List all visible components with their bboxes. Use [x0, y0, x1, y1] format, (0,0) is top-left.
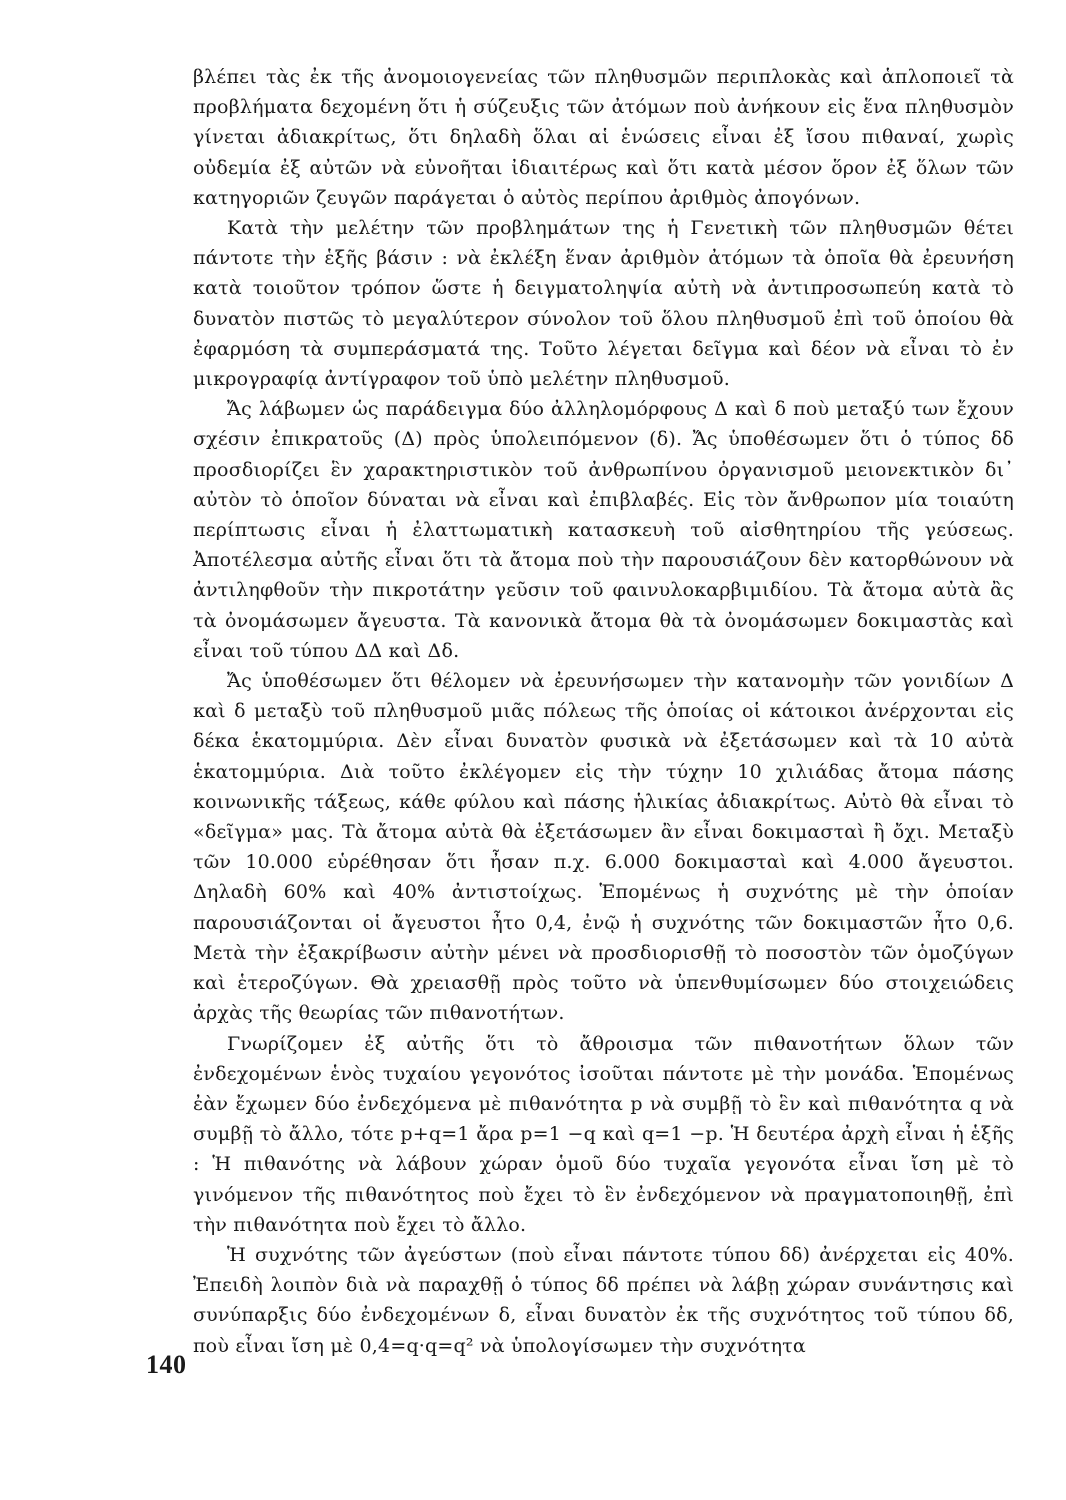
paragraph-genetics-sampling: Κατὰ τὴν μελέτην τῶν προβλημάτων της ἡ Γενετικὴ τῶν πληθυσμῶν θέτει πάντοτε τὴν ἑξῆς βάσιν : νὰ ἐκλέξη ἕναν ἀριθμὸν ἀτόμων τὰ ὁποῖα θὰ ἐρευνήση κατὰ τοιοῦτον τρόπον ὥστε ἡ δειγματοληψία αὐτὴ νὰ ἀντιπροσωπεύη κατὰ τὸ δυνατὸν πιστῶς τὸ μεγαλύτερον σύνολον τοῦ ὅλου πληθυσμοῦ ἐπὶ τοῦ ὁποίου θὰ ἐφαρμόση τὰ συμπεράσματά της. Τοῦτο λέγεται δεῖγμα καὶ δέον νὰ εἶναι τὸ ἐν μικρογραφίᾳ ἀντίγραφον τοῦ ὑπὸ μελέτην πληθυσμοῦ.	[193, 217, 1014, 391]
body-text	[193, 62, 1014, 1361]
paragraph-continuation: βλέπει τὰς ἐκ τῆς ἀνομοιογενείας τῶν πληθυσμῶν περιπλοκὰς καὶ ἁπλοποιεῖ τὰ προβλήματα δεχομένη ὅτι ἡ σύζευξις τῶν ἀτόμων ποὺ ἀνήκουν εἰς ἕνα πληθυσμὸν γίνεται ἀδιακρίτως, ὅτι δηλαδὴ ὅλαι αἱ ἑνώσεις εἶναι ἐξ ἴσου πιθαναί, χωρὶς οὐδεμία ἐξ αὐτῶν νὰ εὐνοῆται ἰδιαιτέρως καὶ ὅτι κατὰ μέσον ὅρον ἐξ ὅλων τῶν κατηγοριῶν ζευγῶν παράγεται ὁ αὐτὸς περίπου ἀριθμὸς ἀπογόνων.	[193, 66, 1014, 209]
page-number: 140	[146, 1350, 187, 1379]
paragraph-alleles-example: Ἄς λάβωμεν ὡς παράδειγμα δύο ἀλληλομόρφους Δ καὶ δ ποὺ μεταξύ των ἔχουν σχέσιν ἐπικρατοῦς (Δ) πρὸς ὑπολειπόμενον (δ). Ἄς ὑποθέσωμεν ὅτι ὁ τύπος δδ προσδιορίζει ἓν χαρακτηριστικὸν τοῦ ἀνθρωπίνου ὀργανισμοῦ μειονεκτικὸν δι᾽ αὐτὸν τὸ ὁποῖον δύναται νὰ εἶναι καὶ ἐπιβλαβές. Εἰς τὸν ἄνθρωπον μία τοιαύτη περίπτωσις εἶναι ἡ ἐλαττωματικὴ κατασκευὴ τοῦ αἰσθητηρίου τῆς γεύσεως. Ἀποτέλεσμα αὐτῆς εἶναι ὅτι τὰ ἄτομα ποὺ τὴν παρουσιάζουν δὲν κατορθώνουν νὰ ἀντιληφθοῦν τὴν πικροτάτην γεῦσιν τοῦ φαινυλοκαρβιμιδίου. Τὰ ἄτομα αὐτὰ ἂς τὰ ὀνομάσωμεν ἄγευστα. Τὰ κανονικὰ ἄτομα θὰ τὰ ὀνομάσωμεν δοκιμαστὰς καὶ εἶναι τοῦ τύπου ΔΔ καὶ Δδ.	[193, 398, 1014, 662]
paragraph-city-sample: Ἄς ὑποθέσωμεν ὅτι θέλομεν νὰ ἐρευνήσωμεν τὴν κατανομὴν τῶν γονιδίων Δ καὶ δ μεταξὺ τοῦ πληθυσμοῦ μιᾶς πόλεως τῆς ὁποίας οἱ κάτοικοι ἀνέρχονται εἰς δέκα ἑκατομμύρια. Δὲν εἶναι δυνατὸν φυσικὰ νὰ ἐξετάσωμεν καὶ τὰ 10 αὐτὰ ἑκατομμύρια. Διὰ τοῦτο ἐκλέγομεν εἰς τὴν τύχην 10 χιλιάδας ἄτομα πάσης κοινωνικῆς τάξεως, κάθε φύλου καὶ πάσης ἡλικίας ἀδιακρίτως. Αὐτὸ θὰ εἶναι τὸ «δεῖγμα» μας. Τὰ ἄτομα αὐτὰ θὰ ἐξετάσωμεν ἂν εἶναι δοκιμασταὶ ἢ ὄχι. Μεταξὺ τῶν 10.000 εὑρέθησαν ὅτι ἦσαν π.χ. 6.000 δοκιμασταὶ καὶ 4.000 ἄγευστοι. Δηλαδὴ 60% καὶ 40% ἀντιστοίχως. Ἑπομένως ἡ συχνότης μὲ τὴν ὁποίαν παρουσιάζονται οἱ ἄγευστοι ἦτο 0,4, ἐνῷ ἡ συχνότης τῶν δοκιμαστῶν ἦτο 0,6. Μετὰ τὴν ἐξακρίβωσιν αὐτὴν μένει νὰ προσδιορισθῇ τὸ ποσοστὸν τῶν ὁμοζύγων καὶ ἑτεροζύγων. Θὰ χρειασθῇ πρὸς τοῦτο νὰ ὑπενθυμίσωμεν δύο στοιχειώδεις ἀρχὰς τῆς θεωρίας τῶν πιθανοτήτων.	[193, 670, 1014, 1025]
paragraph-frequency-calculation: Ἡ συχνότης τῶν ἀγεύστων (ποὺ εἶναι πάντοτε τύπου δδ) ἀνέρχεται εἰς 40%. Ἐπειδὴ λοιπὸν διὰ νὰ παραχθῇ ὁ τύπος δδ πρέπει νὰ λάβῃ χώραν συνάντησις καὶ συνύπαρξις δύο ἐνδεχομένων δ, εἶναι δυνατὸν ἐκ τῆς συχνότητος τοῦ τύπου δδ, ποὺ εἶναι ἴση μὲ 0,4=q·q=q² νὰ ὑπολογίσωμεν τὴν συχνότητα	[193, 1243, 1014, 1357]
paragraph-probability-principles: Γνωρίζομεν ἐξ αὐτῆς ὅτι τὸ ἄθροισμα τῶν πιθανοτήτων ὅλων τῶν ἐνδεχομένων ἑνὸς τυχαίου γεγονότος ἰσοῦται πάντοτε μὲ τὴν μονάδα. Ἑπομένως ἐὰν ἔχωμεν δύο ἐνδεχόμενα μὲ πιθανότητα p νὰ συμβῇ τὸ ἓν καὶ πιθανότητα q νὰ συμβῇ τὸ ἄλλο, τότε p+q=1 ἄρα p=1 −q καὶ q=1 −p. Ἡ δευτέρα ἀρχὴ εἶναι ἡ ἑξῆς : Ἡ πιθανότης νὰ λάβουν χώραν ὁμοῦ δύο τυχαῖα γεγονότα εἶναι ἴση μὲ τὸ γινόμενον τῆς πιθανότητος ποὺ ἔχει τὸ ἓν ἐνδεχόμενον νὰ πραγματοποιηθῇ, ἐπὶ τὴν πιθανότητα ποὺ ἔχει τὸ ἄλλο.	[193, 1032, 1014, 1236]
